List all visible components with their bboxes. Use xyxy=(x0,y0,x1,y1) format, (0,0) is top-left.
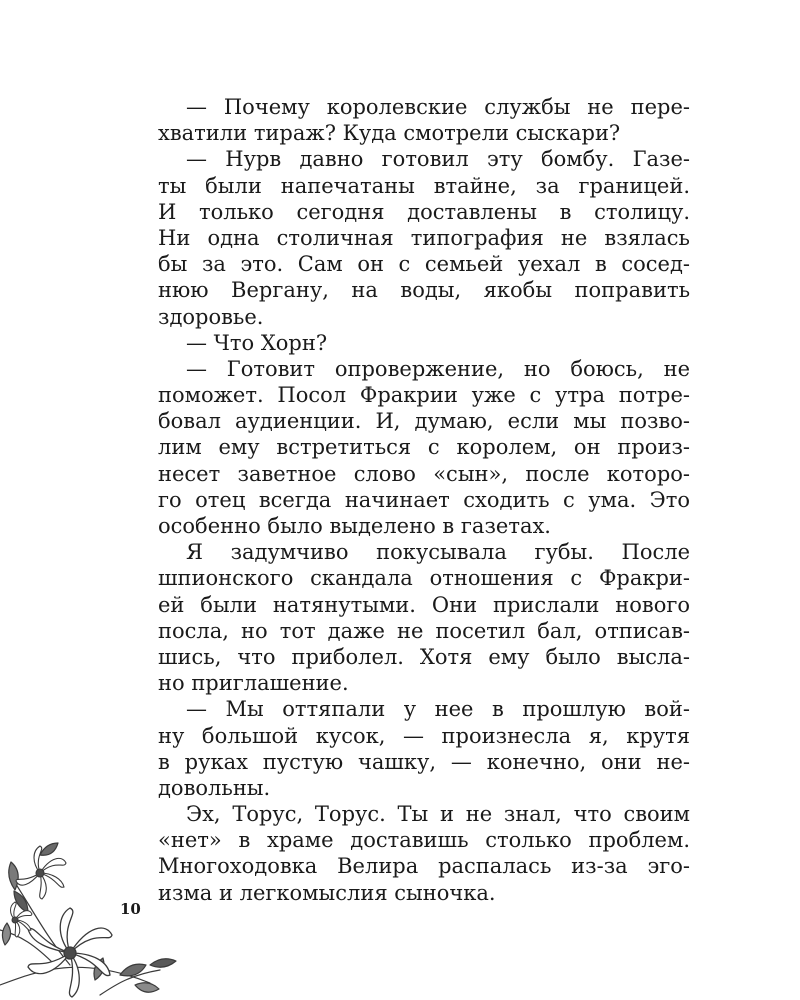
text-line: особенно было выделено в газетах. xyxy=(158,514,551,538)
text-line: шпионского скандала отношения с Фракри- xyxy=(158,566,690,591)
text-line: Я задумчиво покусывала губы. После xyxy=(186,540,690,565)
text-line: Многоходовка Велира распалась из-за эго- xyxy=(158,854,690,879)
text-line: бовал аудиенции. И, думаю, если мы позво- xyxy=(158,409,690,434)
text-line: — Мы оттяпали у нее в прошлую вой- xyxy=(186,697,690,722)
text-line: шись, что приболел. Хотя ему было высла- xyxy=(158,644,690,669)
text-line: ей были натянутыми. Они прислали нового xyxy=(158,592,690,617)
text-line: довольны. xyxy=(158,775,271,800)
text-line: «нет» в храме доставишь столько проблем. xyxy=(158,828,690,853)
page-number: 10 xyxy=(120,900,141,918)
text-line: но приглашение. xyxy=(158,671,349,696)
body-text xyxy=(158,94,690,906)
text-line: — Готовит опровержение, но боюсь, не xyxy=(186,356,690,381)
text-line: хватили тираж? Куда смотрели сыскари? xyxy=(158,121,621,146)
text-line: несет заветное слово «сын», после которо- xyxy=(158,461,690,486)
text-line: изма и легкомыслия сыночка. xyxy=(158,880,496,905)
text-line: поможет. Посол Фракрии уже с утра потре- xyxy=(158,383,690,408)
text-line: И только сегодня доставлены в столицу. xyxy=(158,199,690,224)
text-line: лим ему встретиться с королем, он произ- xyxy=(158,435,690,460)
text-line: — Нурв давно готовил эту бомбу. Газе- xyxy=(186,147,690,172)
text-line: бы за это. Сам он с семьей уехал в сосед- xyxy=(158,252,690,277)
text-line: Ни одна столичная типография не взялась xyxy=(158,225,690,250)
text-line: нюю Вергану, на воды, якобы поправить xyxy=(158,278,690,303)
floral-ornament-icon xyxy=(0,835,180,1000)
text-line: — Почему королевские службы не пере- xyxy=(186,95,690,119)
text-line: посла, но тот даже не посетил бал, отписав- xyxy=(158,618,690,643)
text-line: го отец всегда начинает сходить с ума. Это xyxy=(158,487,690,512)
text-line: Эх, Торус, Торус. Ты и не знал, что своим xyxy=(186,802,690,827)
text-line: ты были напечатаны втайне, за границей. xyxy=(158,173,690,198)
text-line: — Что Хорн? xyxy=(186,330,328,355)
text-line: здоровье. xyxy=(158,304,264,329)
text-line: в руках пустую чашку, — конечно, они не- xyxy=(158,749,690,774)
text-line: ну большой кусок, — произнесла я, крутя xyxy=(158,723,690,748)
